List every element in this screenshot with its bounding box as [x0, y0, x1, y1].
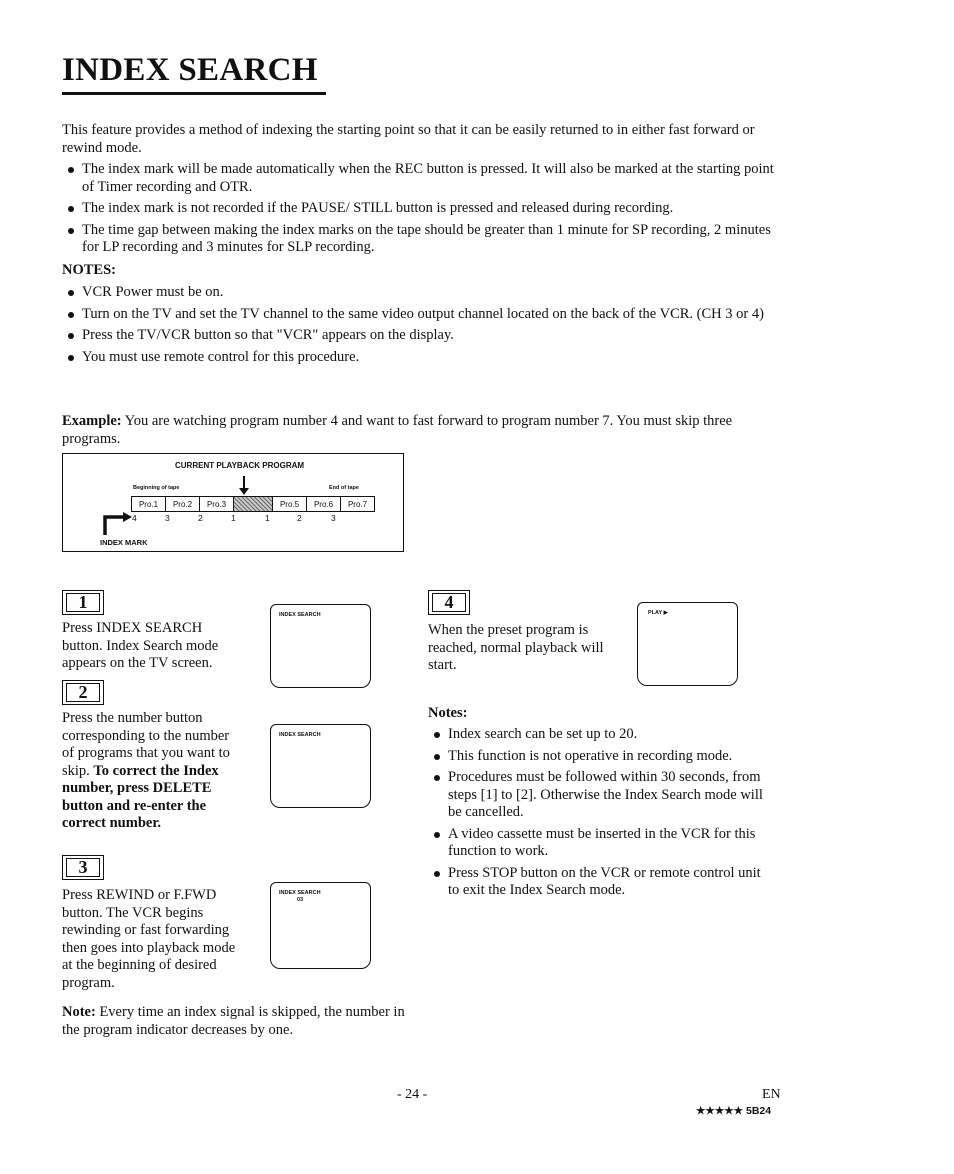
step-2-number: 2: [62, 680, 104, 705]
playback-program-diagram: [62, 453, 404, 552]
step-4-text: When the preset program is reached, normal playback will start.: [428, 622, 604, 673]
list-item: Procedures must be followed within 30 seconds, from steps [1] to [2]. Otherwise the Index Search mode will be cancelled.: [428, 769, 774, 822]
tv-screen-step-1: [270, 604, 371, 688]
step-3-number: 3: [62, 855, 104, 880]
notes-list: [62, 284, 776, 370]
current-program-cell: [234, 497, 273, 511]
skip-number: 2: [198, 513, 203, 523]
step-3-text: Press REWIND or F.FWD button. The VCR begins rewinding or fast forwarding then goes into playback mode at the beginning of desired program.: [62, 887, 236, 991]
list-item: Press STOP button on the VCR or remote control unit to exit the Index Search mode.: [428, 865, 774, 900]
bullet-icon: [434, 832, 440, 838]
list-item: A video cassette must be inserted in the VCR for this function to work.: [428, 826, 774, 861]
skip-number: 2: [297, 513, 302, 523]
list-item: The time gap between making the index marks on the tape should be greater than 1 minute for SP recording, 2 minutes for LP recording and 3 minutes for SLP recording.: [62, 222, 776, 257]
model-code: ★★★★★ 5B24: [696, 1105, 772, 1117]
screen-label: INDEX SEARCH: [279, 732, 321, 738]
tv-screen-step-3: [270, 882, 371, 969]
program-cell: Pro.5: [273, 497, 307, 511]
screen-label: INDEX SEARCH: [279, 612, 321, 618]
play-label: PLAY ▶: [648, 610, 668, 616]
bullet-icon: [68, 333, 74, 339]
arrow-down-icon: [243, 476, 245, 490]
list-item: The index mark is not recorded if the PAUSE/ STILL button is pressed and released during recording.: [62, 200, 776, 218]
end-label: End of tape: [329, 485, 359, 491]
skip-number: 1: [231, 513, 236, 523]
list-item: Turn on the TV and set the TV channel to the same video output channel located on the back of the VCR. (CH 3 or 4): [62, 306, 776, 324]
program-cell: Pro.1: [132, 497, 166, 511]
page-title: INDEX SEARCH: [62, 52, 318, 88]
tv-screen-step-2: [270, 724, 371, 808]
bullet-icon: [434, 754, 440, 760]
bullet-icon: [434, 732, 440, 738]
skip-number: 4: [132, 513, 137, 523]
bullet-icon: [68, 228, 74, 234]
screen-number: 03: [297, 897, 304, 903]
bullet-icon: [434, 775, 440, 781]
program-cell: Pro.6: [307, 497, 341, 511]
diagram-title: CURRENT PLAYBACK PROGRAM: [175, 461, 305, 470]
page-number: - 24 -: [397, 1087, 428, 1102]
skip-number: 3: [165, 513, 170, 523]
notes-heading: NOTES:: [62, 262, 116, 278]
program-row: [131, 496, 375, 512]
screen-label: INDEX SEARCH: [279, 890, 321, 896]
index-mark-arrow-icon: [101, 509, 135, 535]
list-item: Press the TV/VCR button so that "VCR" appears on the display.: [62, 327, 776, 345]
list-item: You must use remote control for this procedure.: [62, 349, 776, 367]
bullet-icon: [68, 206, 74, 212]
bullet-icon: [68, 312, 74, 318]
program-cell: Pro.3: [200, 497, 234, 511]
skip-number: 3: [331, 513, 336, 523]
tv-screen-step-4: [637, 602, 738, 686]
intro-paragraph: This feature provides a method of indexing the starting point so that it can be easily returned to in either fast forward or rewind mode.: [62, 122, 755, 156]
program-cell: Pro.2: [166, 497, 200, 511]
example-paragraph: Example: You are watching program number 4 and want to fast forward to program number 7. You must skip three programs.: [62, 413, 733, 447]
step-4-number: 4: [428, 590, 470, 615]
step-2-text: Press the number button corresponding to the number of programs that you want to skip. To correct the Index number, press DELETE button and re-enter the correct number.: [62, 710, 230, 831]
language-code: EN: [762, 1087, 781, 1102]
skip-number: 1: [265, 513, 270, 523]
beginning-label: Beginning of tape: [133, 485, 180, 491]
program-cell: Pro.7: [347, 499, 368, 509]
bullet-icon: [68, 355, 74, 361]
bullet-icon: [434, 871, 440, 877]
step-1-text: Press INDEX SEARCH button. Index Search mode appears on the TV screen.: [62, 620, 219, 671]
step-1-number: 1: [62, 590, 104, 615]
index-mark-label: INDEX MARK: [100, 538, 148, 547]
bottom-note: Note: Every time an index signal is skipped, the number in the program indicator decreases by one.: [62, 1004, 405, 1038]
right-notes-list: [428, 726, 774, 904]
list-item: The index mark will be made automatically when the REC button is pressed. It will also be marked at the starting point of Timer recording and OTR.: [62, 161, 776, 196]
bullet-icon: [68, 167, 74, 173]
right-notes-heading: Notes:: [428, 705, 468, 721]
list-item: This function is not operative in recording mode.: [428, 748, 774, 766]
feature-bullets: [62, 161, 776, 261]
list-item: VCR Power must be on.: [62, 284, 776, 302]
bullet-icon: [68, 290, 74, 296]
title-underline: [62, 92, 326, 95]
list-item: Index search can be set up to 20.: [428, 726, 774, 744]
